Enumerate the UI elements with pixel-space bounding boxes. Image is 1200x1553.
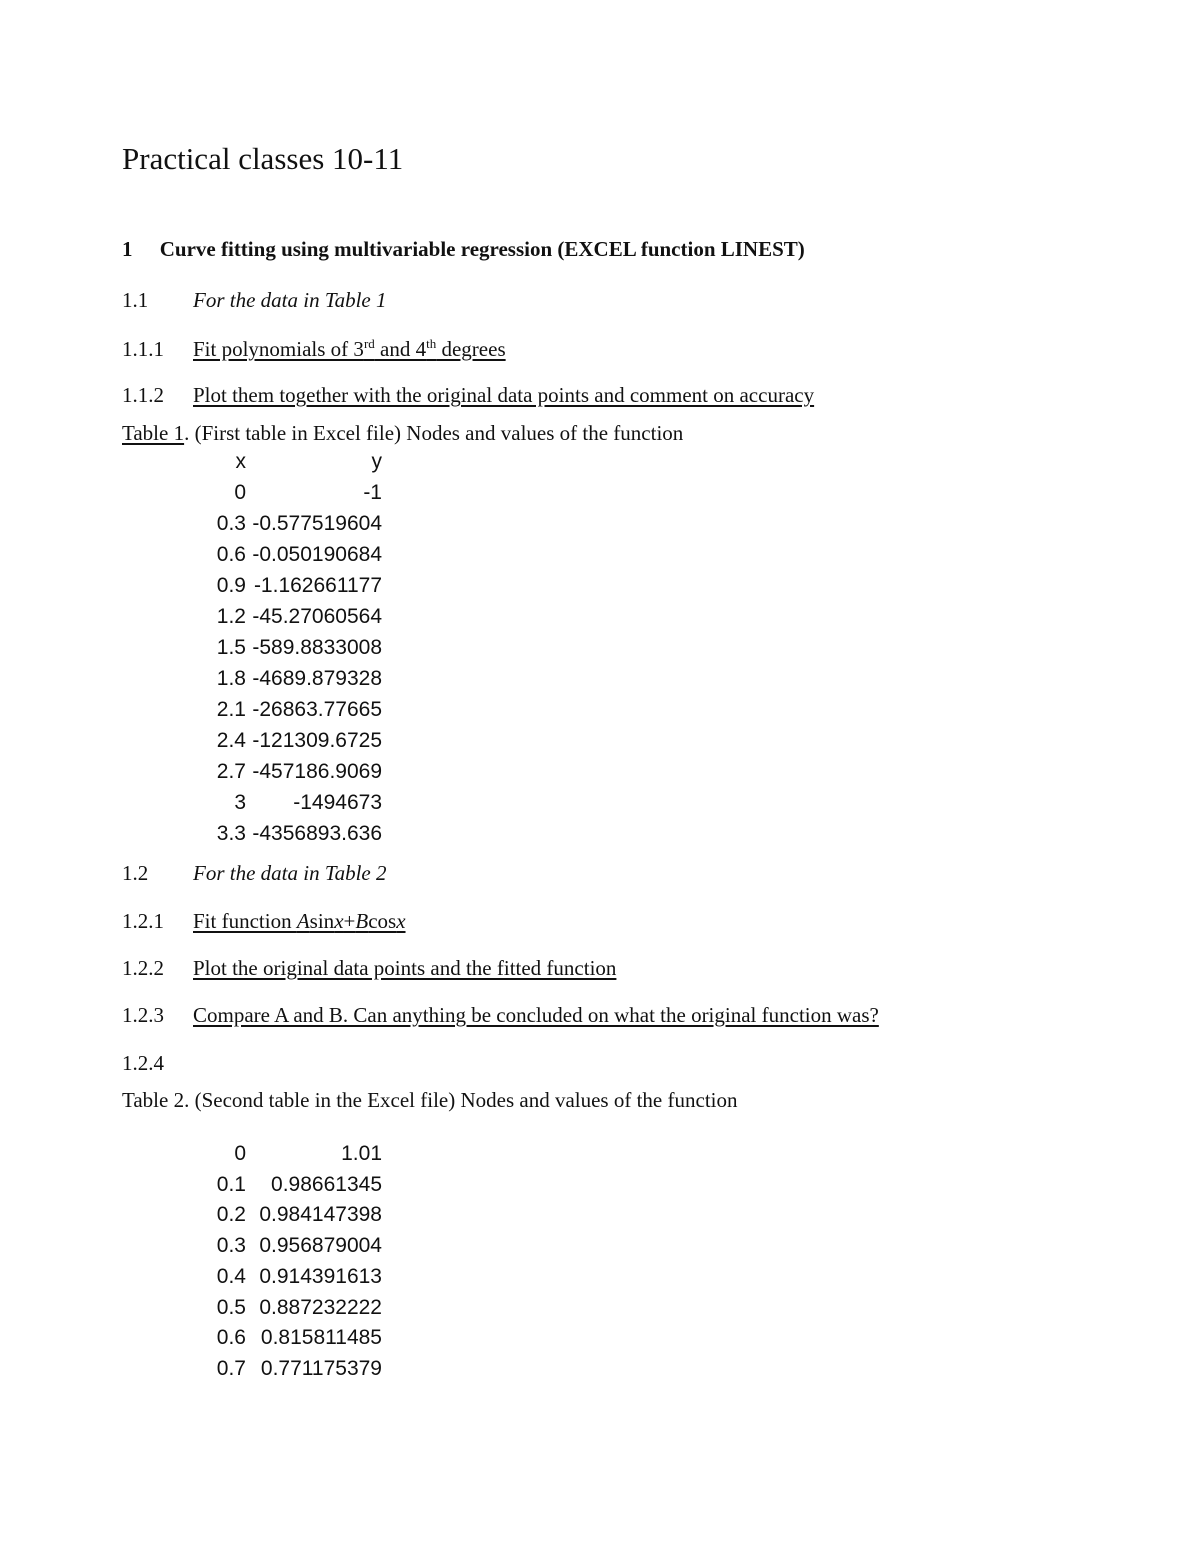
- table-row: [0, 1203, 1200, 1233]
- table-row: [0, 760, 1200, 790]
- item-text-part: degrees: [436, 337, 506, 361]
- cell-x: 0: [234, 481, 246, 504]
- cell-y: -26863.77665: [252, 698, 382, 721]
- formula-part: sin: [309, 909, 335, 933]
- table-row: [0, 1265, 1200, 1295]
- cell-x: 3.3: [216, 822, 246, 845]
- table-row: [0, 605, 1200, 635]
- item-1-1-1: [122, 336, 506, 362]
- item-1-1-2: [122, 383, 814, 408]
- table1-caption-label: Table 1: [122, 421, 185, 445]
- cell-y: -4689.879328: [252, 667, 382, 690]
- section-title: Curve fitting using multivariable regression (EXCEL function LINEST): [159, 237, 805, 261]
- cell-x: 0.4: [216, 1264, 246, 1288]
- item-number: 1.2.4: [122, 1051, 164, 1075]
- page-title: Practical classes 10-11: [122, 141, 404, 176]
- formula-part: x: [396, 909, 406, 933]
- cell-y: -457186.9069: [252, 760, 382, 783]
- subsection-number: 1.2: [122, 861, 149, 885]
- cell-x: 2.1: [216, 698, 246, 721]
- item-number: 1.1.1: [122, 337, 164, 361]
- item-text-part: and 4: [374, 337, 427, 361]
- table1-caption-text: . (First table in Excel file) Nodes and values of the function: [184, 421, 684, 445]
- cell-y: 0.887232222: [259, 1295, 382, 1319]
- cell-x: 0.6: [216, 1326, 246, 1350]
- table2: [0, 1142, 1200, 1392]
- table1: [0, 450, 1200, 850]
- item-number: 1.2.2: [122, 956, 164, 980]
- cell-y: 0.771175379: [260, 1356, 382, 1380]
- item-text: Compare A and B. Can anything be concluded on what the original function was?: [193, 1003, 879, 1027]
- section-heading: [122, 237, 805, 262]
- cell-x: 1.2: [216, 605, 246, 628]
- table-row: [0, 667, 1200, 697]
- item-text: [193, 909, 406, 933]
- subsection-number: 1.1: [122, 288, 149, 312]
- table-header-row: [0, 450, 1200, 480]
- column-header-y: y: [371, 450, 382, 473]
- cell-y: -4356893.636: [252, 822, 382, 845]
- cell-x: 0.1: [216, 1172, 246, 1196]
- cell-y: 0.956879004: [259, 1234, 382, 1258]
- formula-part: x: [334, 909, 344, 933]
- subsection-1-2: [122, 861, 386, 886]
- item-text: Plot them together with the original data points and comment on accuracy: [193, 383, 815, 407]
- table-row: [0, 481, 1200, 511]
- item-number: 1.2.3: [122, 1003, 164, 1027]
- table-row: [0, 543, 1200, 573]
- formula-part: +: [343, 909, 356, 933]
- column-header-x: x: [235, 450, 246, 473]
- table-row: [0, 1173, 1200, 1203]
- cell-x: 1.8: [216, 667, 246, 690]
- cell-x: 0.2: [216, 1203, 246, 1227]
- cell-y: -589.8833008: [252, 636, 382, 659]
- section-number: 1: [122, 237, 133, 261]
- table-row: [0, 574, 1200, 604]
- cell-x: 1.5: [216, 636, 246, 659]
- cell-y: -1: [363, 481, 382, 504]
- cell-y: 0.98661345: [271, 1172, 382, 1196]
- item-1-2-2: [122, 956, 616, 981]
- table-row: [0, 1142, 1200, 1172]
- table-row: [0, 698, 1200, 728]
- cell-x: 0.3: [216, 512, 246, 535]
- table-row: [0, 1326, 1200, 1356]
- superscript: rd: [363, 336, 375, 351]
- cell-x: 2.4: [216, 729, 246, 752]
- cell-x: 2.7: [216, 760, 246, 783]
- table1-caption: [122, 421, 683, 446]
- cell-x: 0.9: [216, 574, 246, 597]
- item-text: [193, 337, 506, 361]
- table-row: [0, 1357, 1200, 1387]
- item-1-2-1: [122, 909, 406, 934]
- table-row: [0, 636, 1200, 666]
- formula-part: A: [296, 909, 310, 933]
- item-number: 1.2.1: [122, 909, 164, 933]
- table-row: [0, 791, 1200, 821]
- table-row: [0, 512, 1200, 542]
- table-row: [0, 729, 1200, 759]
- subsection-text: For the data in Table 1: [193, 288, 387, 312]
- cell-y: -0.577519604: [252, 512, 382, 535]
- item-1-2-4: [122, 1051, 164, 1076]
- cell-y: 0.914391613: [259, 1264, 382, 1288]
- table-row: [0, 822, 1200, 852]
- item-text-part: Fit function: [193, 909, 297, 933]
- cell-x: 0.5: [216, 1295, 246, 1319]
- cell-x: 0.7: [216, 1356, 246, 1380]
- cell-y: 0.984147398: [259, 1203, 382, 1227]
- item-1-2-3: [122, 1003, 879, 1028]
- subsection-text: For the data in Table 2: [193, 861, 387, 885]
- cell-y: 1.01: [341, 1142, 382, 1165]
- cell-x: 0: [234, 1142, 246, 1165]
- cell-y: -45.27060564: [252, 605, 382, 628]
- formula-part: cos: [368, 909, 397, 933]
- item-number: 1.1.2: [122, 383, 164, 407]
- cell-x: 3: [234, 791, 246, 814]
- table-row: [0, 1234, 1200, 1264]
- cell-y: -1494673: [293, 791, 382, 814]
- cell-y: -1.162661177: [253, 574, 382, 597]
- table2-caption: Table 2. (Second table in the Excel file) Nodes and values of the function: [122, 1088, 738, 1112]
- subsection-1-1: [122, 288, 386, 313]
- item-text: Plot the original data points and the fitted function: [193, 956, 617, 980]
- cell-y: -121309.6725: [252, 729, 382, 752]
- cell-x: 0.6: [216, 543, 246, 566]
- formula-part: B: [355, 909, 369, 933]
- item-text-part: Fit polynomials of 3: [193, 337, 364, 361]
- cell-y: 0.815811485: [260, 1326, 382, 1350]
- table-row: [0, 1296, 1200, 1326]
- cell-x: 0.3: [216, 1234, 246, 1258]
- cell-y: -0.050190684: [252, 543, 382, 566]
- superscript: th: [426, 336, 437, 351]
